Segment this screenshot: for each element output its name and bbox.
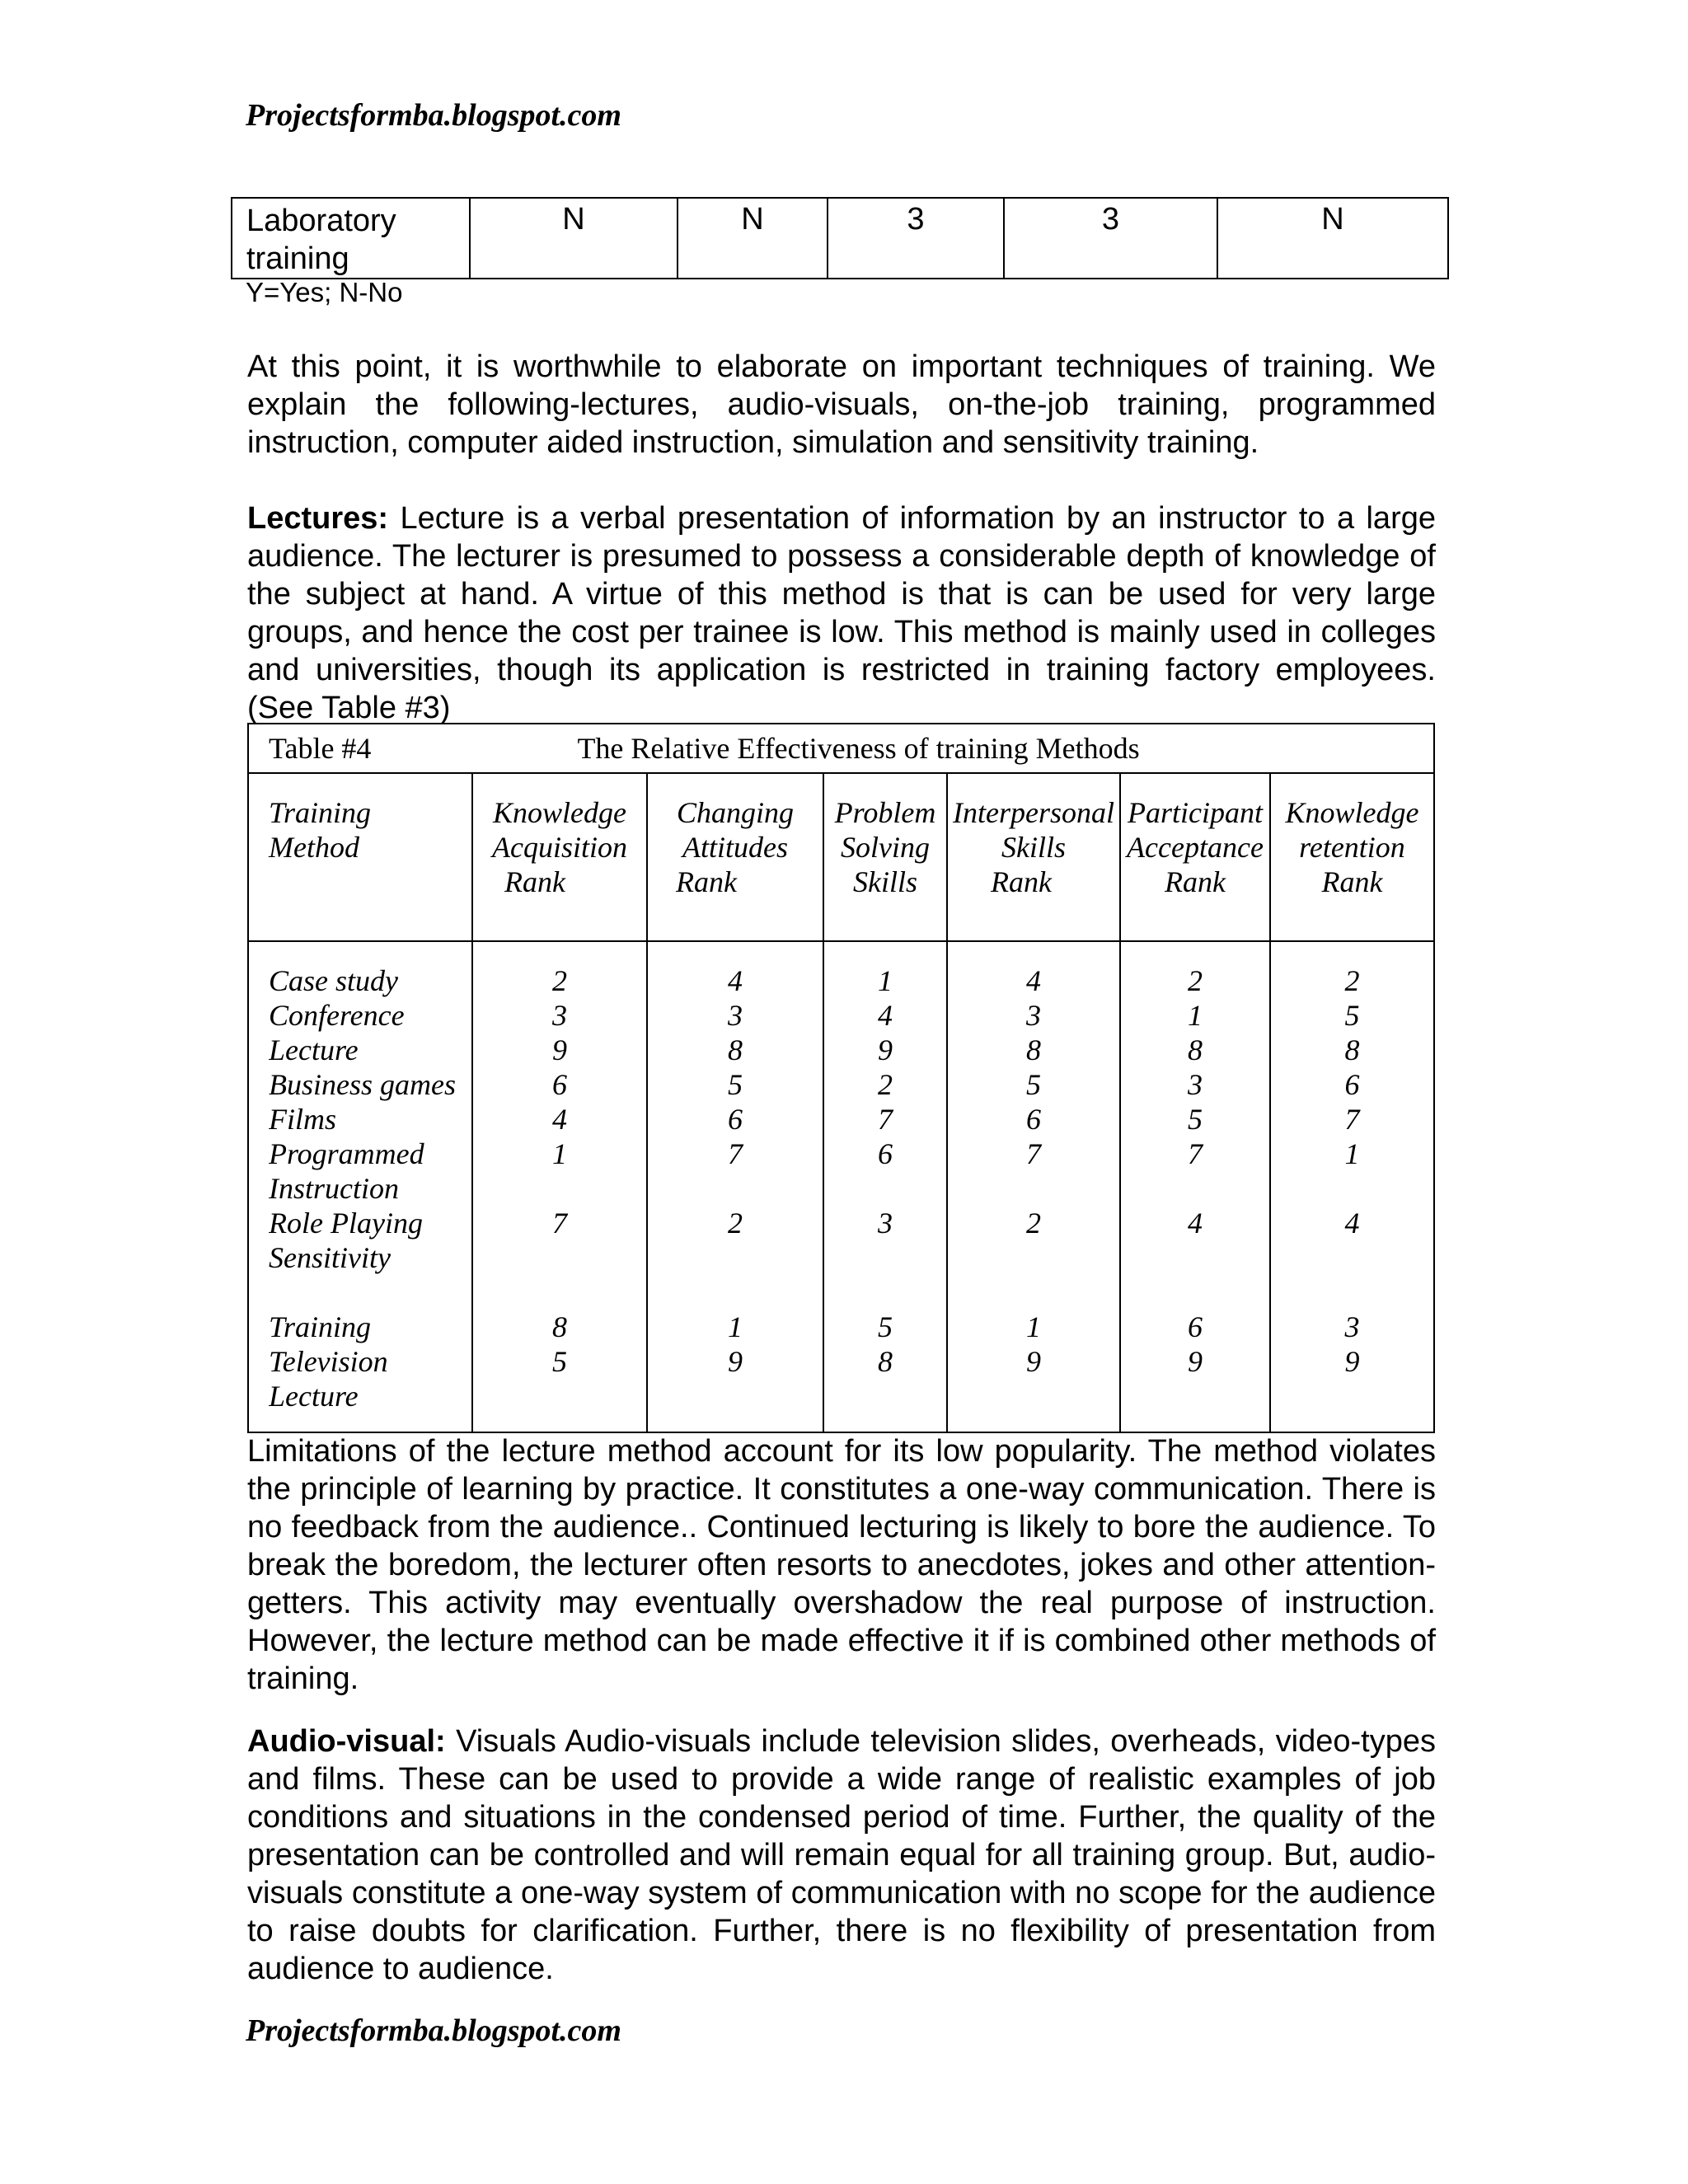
rank-value: 2 [1188, 964, 1203, 997]
rank-value [1121, 1275, 1269, 1310]
rank-value [948, 1275, 1119, 1310]
rank-value: 2 [878, 1068, 893, 1101]
rank-value: 1 [878, 964, 893, 997]
header-cell [1120, 773, 1270, 941]
rank-value [824, 1275, 946, 1310]
method-name: Case study [269, 964, 398, 997]
header-line: Acceptance [1127, 831, 1264, 864]
rank-value [1271, 1275, 1433, 1310]
header-cell [823, 773, 947, 941]
rank-value: 6 [878, 1137, 893, 1170]
header-cell [947, 773, 1120, 941]
method-name: Films [269, 1103, 337, 1136]
rank-value: 9 [1188, 1345, 1203, 1378]
method-cell [232, 198, 470, 279]
rank-value: 1 [1026, 1310, 1041, 1343]
rank-value: 9 [552, 1033, 567, 1066]
header-line: Knowledge [493, 796, 626, 829]
method-name [269, 1275, 471, 1310]
intro-paragraph: At this point, it is worthwhile to elaborate on important techniques of training. We explain the following-lectures, audio-visuals, on-the-job training, programmed instruction, computer aided instruction, simulation and sensitivity training. [247, 349, 1436, 460]
method-name: Television [269, 1345, 388, 1378]
rank-value: 9 [1026, 1345, 1041, 1378]
header-line: Acquisition [492, 831, 627, 864]
rank-value: 3 [728, 999, 743, 1032]
header-line: Rank [1321, 865, 1383, 898]
rank-value: 6 [728, 1103, 743, 1136]
rank-value: 3 [1188, 1068, 1203, 1101]
rank-value: 4 [552, 1103, 567, 1136]
header-line: Participant [1128, 796, 1263, 829]
rank-value [473, 1240, 646, 1275]
rank-value [648, 1275, 823, 1310]
rank-value: 6 [1026, 1103, 1041, 1136]
rank-value [473, 1275, 646, 1310]
value-cell: 3 [828, 198, 1004, 279]
rank-value: 4 [878, 999, 893, 1032]
lectures-text: Lecture is a verbal presentation of information by an instructor to a large audience. The lecturer is presumed to possess a considerable depth of knowledge of the subject at hand. A virtue of this method is that is can be used for very large groups, and hence the cost per trainee is low. This method is mainly used in colleges and universities, though its application is restricted in training factory employees. (See Table #3) [247, 501, 1436, 725]
table-label: Table #4 [269, 732, 372, 765]
header-line: Rank [504, 865, 565, 898]
rank-value: 7 [552, 1207, 567, 1240]
rank-value: 7 [728, 1137, 743, 1170]
rank-value: 6 [1344, 1068, 1360, 1101]
rank-value: 7 [878, 1103, 893, 1136]
header-row [248, 773, 1434, 941]
header-line: retention [1299, 831, 1405, 864]
header-line: Skills [853, 865, 917, 898]
rank-value: 4 [1026, 964, 1041, 997]
method-name: Training [269, 1310, 372, 1343]
page-header: Projectsformba.blogspot.com [246, 98, 621, 133]
rank-value: 2 [1344, 964, 1360, 997]
rank-value: 7 [1026, 1137, 1041, 1170]
limitations-paragraph: Limitations of the lecture method account for its low popularity. The method violates the principle of learning by practice. It constitutes a one-way communication. There is no feedback from the audience.. Continued lecturing is likely to bore the audience. To break the boredom, the lecturer often resorts to anecdotes, jokes and other attention-getters. This activity may eventually overshadow the real purpose of instruction. However, the lecture method can be made effective it if is combined other methods of training. [247, 1434, 1436, 1696]
rank-column [1120, 941, 1270, 1432]
rank-value: 4 [1344, 1207, 1360, 1240]
header-cell [647, 773, 823, 941]
rank-value: 2 [552, 964, 567, 997]
method-line: Laboratory [246, 204, 396, 238]
header-line: Problem [834, 796, 936, 829]
rank-value: 9 [878, 1033, 893, 1066]
method-line: training [246, 241, 349, 276]
header-line: Interpersonal [953, 796, 1114, 829]
method-name: Instruction [269, 1172, 399, 1205]
rank-value: 6 [1188, 1310, 1203, 1343]
rank-value: 5 [878, 1310, 893, 1343]
effectiveness-table [247, 723, 1435, 1433]
header-line: Changing [676, 796, 794, 829]
page-footer: Projectsformba.blogspot.com [246, 2013, 621, 2048]
rank-value: 8 [1188, 1033, 1203, 1066]
rank-value [1271, 1240, 1433, 1275]
rank-value: 6 [552, 1068, 567, 1101]
rank-column [472, 941, 647, 1432]
header-line: Rank [991, 865, 1052, 898]
rank-value [1121, 1171, 1269, 1206]
rank-value: 3 [1344, 1310, 1360, 1343]
table-title: The Relative Effectiveness of training Methods [577, 732, 1140, 765]
rank-value: 3 [552, 999, 567, 1032]
rank-value: 1 [1188, 999, 1203, 1032]
rank-value: 5 [1026, 1068, 1041, 1101]
rank-value: 5 [1188, 1103, 1203, 1136]
header-line: Method [269, 831, 359, 864]
method-column [248, 941, 472, 1432]
rank-value: 5 [552, 1345, 567, 1378]
value-cell: 3 [1004, 198, 1217, 279]
rank-value: 7 [1344, 1103, 1360, 1136]
rank-value: 7 [1188, 1137, 1203, 1170]
method-name: Sensitivity [269, 1241, 391, 1274]
rank-value: 2 [1026, 1207, 1041, 1240]
rank-value: 8 [1344, 1033, 1360, 1066]
rank-value: 1 [728, 1310, 743, 1343]
rank-value [824, 1240, 946, 1275]
rank-value: 4 [1188, 1207, 1203, 1240]
caption-row [248, 724, 1434, 773]
rank-value [648, 1240, 823, 1275]
method-name: Business games [269, 1068, 456, 1101]
rank-value [948, 1171, 1119, 1206]
value-cell: N [678, 198, 828, 279]
rank-column [647, 941, 823, 1432]
rank-value: 5 [1344, 999, 1360, 1032]
rank-value [473, 1171, 646, 1206]
audio-visual-paragraph [247, 1722, 1436, 1988]
rank-value [1271, 1171, 1433, 1206]
value-cell: N [470, 198, 678, 279]
audio-visual-text: Visuals Audio-visuals include television slides, overheads, video-types and films. These can be used to provide a wide range of realistic examples of job conditions and situations in the condensed period of time. Further, the quality of the presentation can be controlled and will remain equal for all training group. But, audio-visuals constitute a one-way system of communication with no scope for the audience to raise doubts for clarification. Further, there is no flexibility of presentation from audience to audience. [247, 1724, 1436, 1986]
rank-value: 2 [728, 1207, 743, 1240]
method-name: Conference [269, 999, 405, 1032]
header-line: Rank [676, 865, 737, 898]
rank-value: 9 [728, 1345, 743, 1378]
rank-value: 8 [878, 1345, 893, 1378]
rank-value: 9 [1344, 1345, 1360, 1378]
continuation-table [231, 197, 1449, 279]
rank-value: 8 [728, 1033, 743, 1066]
rank-value: 8 [1026, 1033, 1041, 1066]
rank-value: 1 [552, 1137, 567, 1170]
header-line: Knowledge [1285, 796, 1419, 829]
header-line: Attitudes [682, 831, 788, 864]
rank-value: 3 [878, 1207, 893, 1240]
rank-column [823, 941, 947, 1432]
audio-visual-heading: Audio-visual: [247, 1724, 446, 1759]
rank-value: 5 [728, 1068, 743, 1101]
rank-column [947, 941, 1120, 1432]
table-row [232, 198, 1448, 279]
method-name: Lecture [269, 1033, 359, 1066]
rank-value [948, 1240, 1119, 1275]
rank-value [648, 1171, 823, 1206]
value-cell: N [1217, 198, 1448, 279]
method-name: Programmed [269, 1137, 424, 1170]
rank-value [1121, 1240, 1269, 1275]
rank-value: 8 [552, 1310, 567, 1343]
rank-column [1270, 941, 1434, 1432]
rank-value: 3 [1026, 999, 1041, 1032]
method-name: Lecture [269, 1380, 359, 1408]
header-cell [1270, 773, 1434, 941]
rank-value: 4 [728, 964, 743, 997]
lectures-paragraph [247, 499, 1436, 727]
caption-cell [248, 724, 1434, 773]
body-row [248, 941, 1434, 1432]
table-legend: Y=Yes; N-No [246, 277, 403, 307]
header-cell [472, 773, 647, 941]
method-name: Role Playing [269, 1207, 423, 1240]
header-line: Rank [1165, 865, 1226, 898]
lectures-heading: Lectures: [247, 501, 389, 536]
rank-value [824, 1171, 946, 1206]
rank-value: 1 [1344, 1137, 1360, 1170]
header-line: Training [269, 796, 372, 829]
header-line: Skills [1001, 831, 1066, 864]
header-line: Solving [841, 831, 930, 864]
header-cell [248, 773, 472, 941]
